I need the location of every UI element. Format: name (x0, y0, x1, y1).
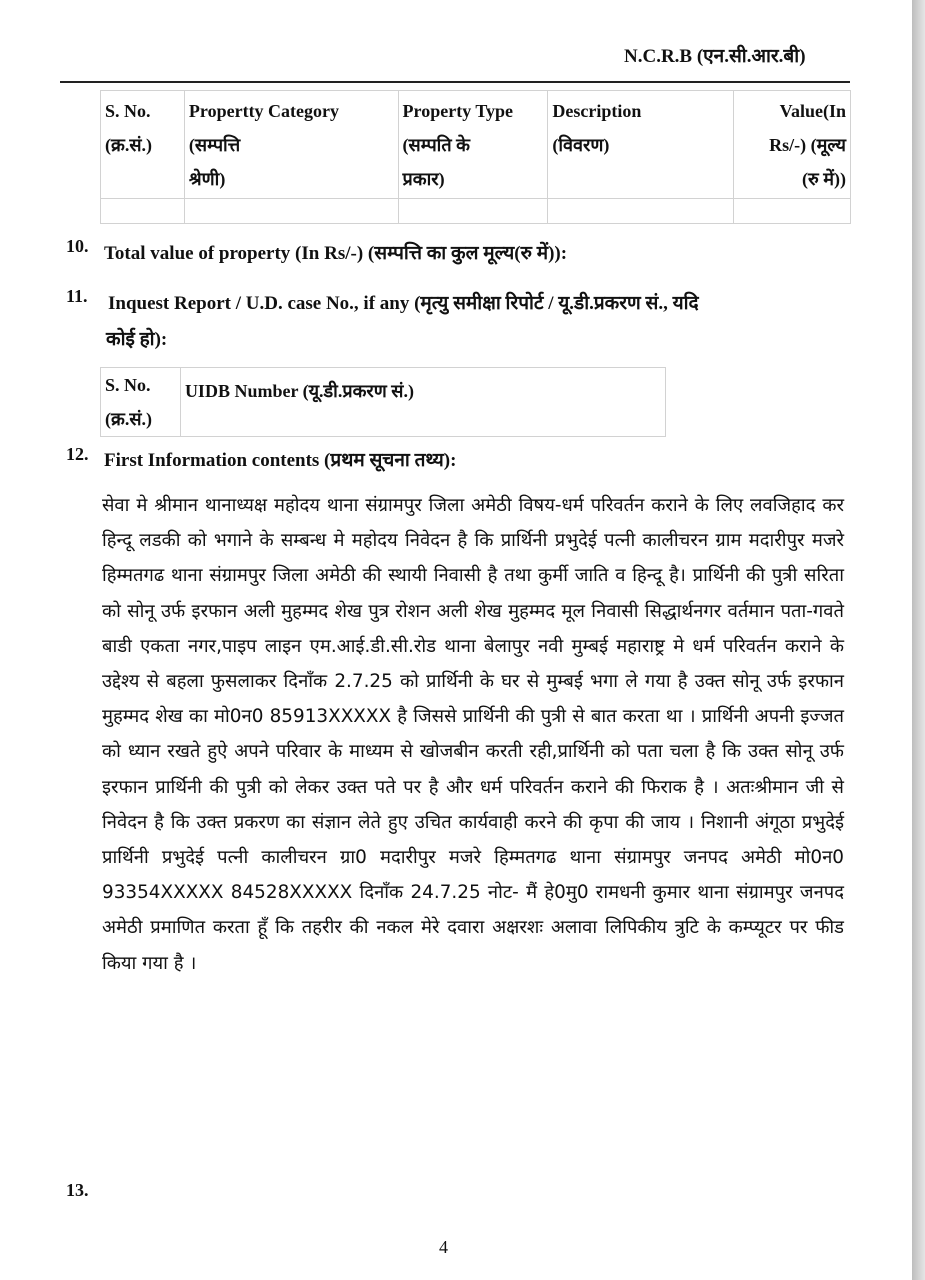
property-table-header-row (101, 91, 851, 199)
table-cell (548, 199, 734, 224)
section-10-number: 10. (66, 236, 89, 256)
section-11-label-line1: Inquest Report / U.D. case No., if any (मृत्यु समीक्षा रिपोर्ट / यू.डी.प्रकरण सं., यदि (108, 293, 699, 314)
section-12-number: 12. (66, 444, 89, 464)
section-12-label: First Information contents (प्रथम सूचना तथ्य): (104, 450, 457, 471)
table-row (101, 199, 851, 224)
page-edge-shadow (912, 0, 925, 1280)
uidb-col-number-header: UIDB Number (यू.डी.प्रकरण सं.) (180, 368, 665, 437)
uidb-col-sno-header: S. No. (क्र.सं.) (101, 368, 181, 437)
table-cell (734, 199, 851, 224)
col-category-header: Propertty Category (सम्पत्ति श्रेणी) (184, 91, 398, 199)
uidb-table (100, 367, 666, 437)
table-cell (184, 199, 398, 224)
section-11-label-line2: कोई हो): (106, 329, 168, 350)
table-cell (101, 199, 185, 224)
section-10-label: Total value of property (In Rs/-) (सम्पत्ति का कुल मूल्य(रु में)): (104, 243, 568, 264)
col-value-header: Value(In Rs/-) (मूल्य (रु में)) (734, 91, 851, 199)
ncrb-header: N.C.R.B (एन.सी.आर.बी) (624, 46, 806, 67)
col-description-header: Description (विवरण) (548, 91, 734, 199)
page-number: 4 (439, 1237, 448, 1257)
section-11-number: 11. (66, 286, 88, 306)
section-13-number: 13. (66, 1180, 89, 1200)
header-divider (60, 81, 850, 83)
first-information-body: सेवा मे श्रीमान थानाध्यक्ष महोदय थाना संग्रामपुर जिला अमेठी विषय-धर्म परिवर्तन कराने के लिए लवजिहाद कर हिन्दू लडकी को भगाने के सम्बन्ध मे महोदय निवेदन है कि प्रार्थिनी प्रभुदेई पत्नी कालीचरन ग्राम मदारीपुर मजरे हिम्मतगढ थाना संग्रामपुर जिला अमेठी की स्थायी निवासी है तथा कुर्मी जाति व हिन्दू है। प्रार्थिनी की पुत्री सरिता को सोनू उर्फ इरफान अली मुहम्मद शेख पुत्र रोशन अली शेख मुहम्मद मूल निवासी सिद्धार्थनगर वर्तमान पता-गवते बाडी एकता नगर,पाइप लाइन एम.आई.डी.सी.रोड थाना बेलापुर नवी मुम्बई महाराष्ट्र मे धर्म परिवर्तन कराने के उद्देश्य से बहला फुसलाकर दिनाँक 2.7.25 को प्रार्थिनी के घर से मुम्बई भगा ले गया है उक्त सोनू उर्फ इरफान मुहम्मद शेख का मो0न0 85913XXXXX है जिससे प्रार्थिनी की पुत्री से बात करता था । प्रार्थिनी अपनी इज्जत को ध्यान रखते हुऐ अपने परिवार के माध्यम से खोजबीन करती रही,प्रार्थिनी को पता चला है कि उक्त सोनू उर्फ इरफान प्रार्थिनी की पुत्री को लेकर उक्त पते पर है और धर्म परिवर्तन कराने की फिराक है । अतःश्रीमान जी से निवेदन है कि उक्त प्रकरण का संज्ञान लेते हुए उचित कार्यवाही करने की कृपा की जाय । निशानी अंगूठा प्रभुदेई प्रार्थिनी प्रभुदेई पत्नी कालीचरन ग्रा0 मदारीपुर मजरे हिम्मतगढ थाना संग्रामपुर जनपद अमेठी मो0न0 93354XXXXX 84528XXXXX दिनाँक 24.7.25 नोट- मैं हे0मु0 रामधनी कुमार थाना संग्रामपुर जनपद अमेठी प्रमाणित करता हूँ कि तहरीर की नकल मेरे दवारा अक्षरशः अलावा लिपिकीय त्रुटि के कम्प्यूटर पर फीड किया गया है । (102, 495, 844, 974)
property-table (100, 90, 851, 224)
col-type-header: Property Type (सम्पति के प्रकार) (398, 91, 548, 199)
uidb-table-header-row (101, 368, 666, 437)
col-sno-header: S. No. (क्र.सं.) (101, 91, 185, 199)
table-cell (398, 199, 548, 224)
